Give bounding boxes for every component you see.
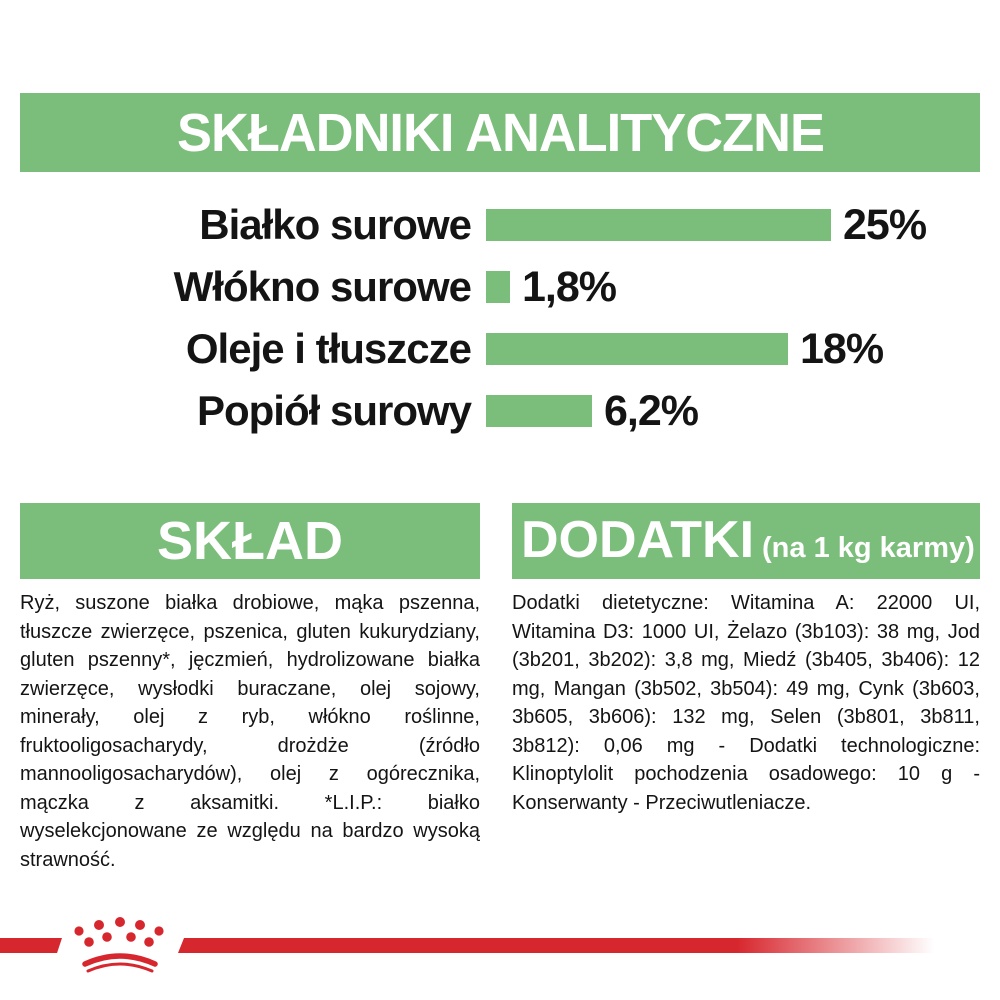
analytical-components-banner [20, 93, 980, 172]
footer-red-line-left [0, 938, 62, 953]
additives-subtitle: (na 1 kg karmy) [762, 532, 975, 564]
additives-text: Dodatki dietetyczne: Witamina A: 22000 UI, Witamina D3: 1000 UI, Żelazo (3b103): 38 mg, Jod (3b201, 3b202): 3,8 mg, Miedź (3b405, 3b406): 12 mg, Mangan (3b502, 3b504): 49 mg, Cynk (3b603, 3b605, 3b606): 132 mg, Selen (3b801, 3b811, 3b812): 0,06 mg - Dodatki technologiczne: Klinoptylolit pochodzenia osadowego: 10 g - Konserwanty - Przeciwutleniacze. [512, 592, 980, 814]
analytical-components-chart [20, 194, 980, 442]
additives-banner [512, 503, 980, 579]
additives-title: DODATKI [521, 511, 755, 569]
bar-label: Oleje i tłuszcze [185, 325, 471, 372]
chart-row-crude-fibre [20, 256, 980, 318]
bar [486, 333, 788, 365]
composition-title: SKŁAD [157, 511, 343, 571]
bar-label: Włókno surowe [173, 263, 471, 310]
bar [486, 271, 510, 303]
bar [486, 209, 831, 241]
royal-canin-crown-icon [56, 911, 170, 975]
analytical-components-title: SKŁADNIKI ANALITYCZNE [176, 102, 824, 163]
composition-text: Ryż, suszone białka drobiowe, mąka pszenna, tłuszcze zwierzęce, pszenica, gluten kukurydziany, gluten pszenny*, jęczmień, hydrolizowane białka zwierzęce, wysłodki buraczane, olej sojowy, minerały, olej z ryb, włókno roślinne, fruktooligosacharydy, drożdże (źródło mannooligosacharydów), olej z ogórecznika, mączka z aksamitki. *L.I.P.: białko wyselekcjonowane ze względu na bardzo wysoką strawność. [20, 592, 480, 871]
bar-label: Białko surowe [199, 201, 471, 248]
bar-value: 18% [800, 324, 884, 373]
bar [486, 395, 592, 427]
bar-value: 1,8% [522, 262, 617, 311]
bar-value: 6,2% [604, 386, 699, 435]
chart-row-crude-ash [20, 380, 980, 442]
chart-row-crude-protein [20, 194, 980, 256]
composition-banner [20, 503, 480, 579]
footer-red-line-right [177, 938, 934, 953]
chart-row-fat-content [20, 318, 980, 380]
bar-label: Popiół surowy [196, 387, 471, 434]
bar-value: 25% [843, 200, 927, 249]
